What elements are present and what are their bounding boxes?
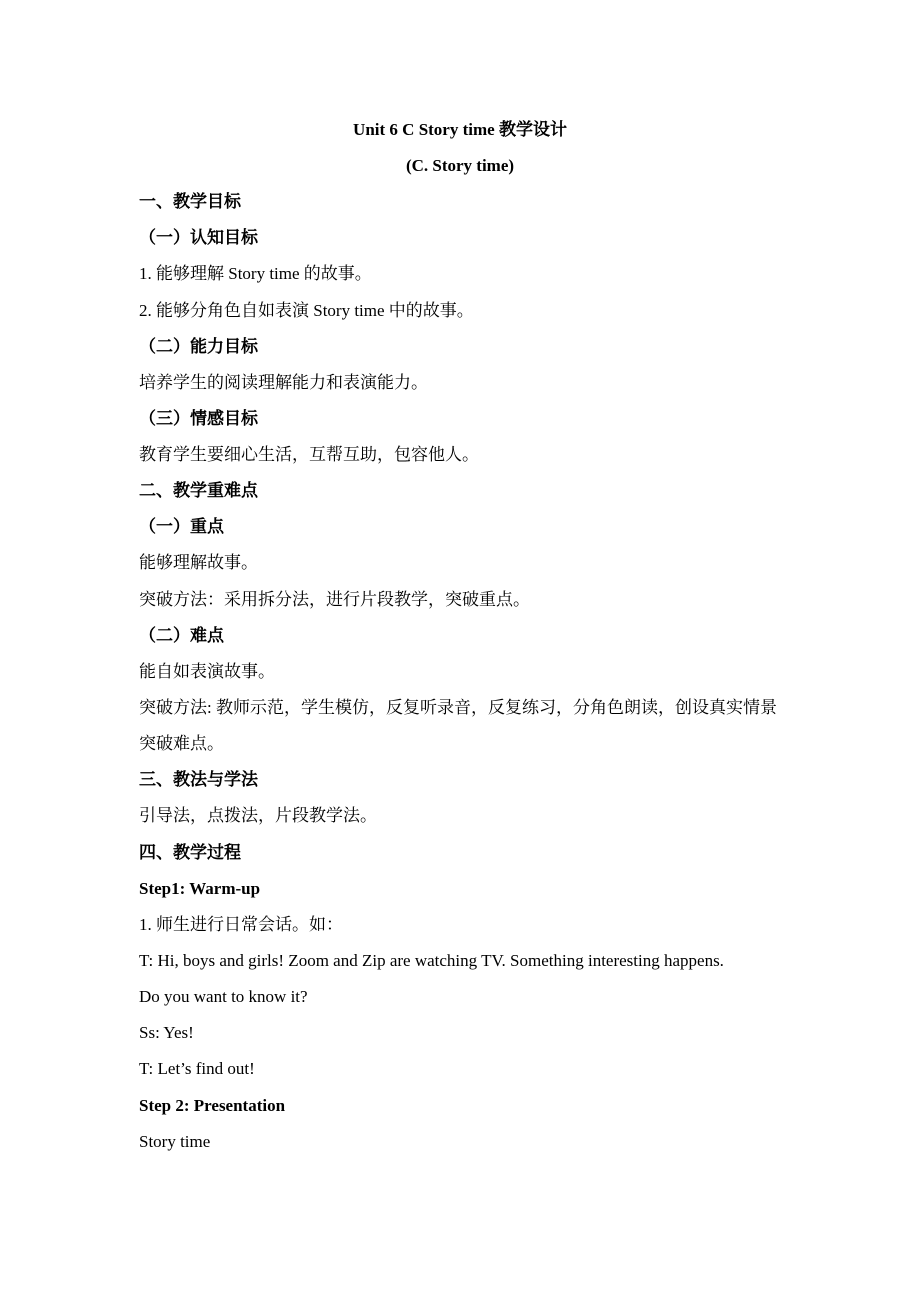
paragraph: 突破方法：采用拆分法，进行片段教学，突破重点。 <box>139 590 530 609</box>
paragraph: T: Hi, boys and girls! Zoom and Zip are watching TV. Something interesting happens. <box>139 951 724 970</box>
paragraph: 1. 能够理解 Story time 的故事。 <box>139 264 372 283</box>
doc-title: Unit 6 C Story time 教学设计 <box>353 120 567 139</box>
section-heading-objectives: 一、教学目标 <box>139 192 241 211</box>
step-heading-warmup: Step1: Warm-up <box>139 879 261 898</box>
paragraph: 能自如表演故事。 <box>139 662 275 681</box>
section-heading-key-points: 二、教学重难点 <box>139 481 258 500</box>
subheading-emotion: （三）情感目标 <box>139 409 258 428</box>
subheading-ability: （二）能力目标 <box>139 337 258 356</box>
paragraph: Ss: Yes! <box>139 1023 194 1042</box>
subheading-cognitive: （一）认知目标 <box>139 228 258 247</box>
paragraph: 2. 能够分角色自如表演 Story time 中的故事。 <box>139 301 474 320</box>
paragraph: 引导法，点拨法，片段教学法。 <box>139 806 377 825</box>
paragraph: 能够理解故事。 <box>139 553 258 572</box>
subheading-key: （一）重点 <box>139 517 224 536</box>
step-heading-presentation: Step 2: Presentation <box>139 1096 286 1115</box>
paragraph: 教育学生要细心生活，互帮互助，包容他人。 <box>139 445 479 464</box>
section-heading-methods: 三、教法与学法 <box>139 770 258 789</box>
paragraph: Story time <box>139 1132 211 1151</box>
paragraph: 突破方法: 教师示范，学生模仿，反复听录音，反复练习，分角色朗读，创设真实情景突破难点。 <box>139 698 777 753</box>
doc-subtitle: (C. Story time) <box>405 156 515 175</box>
paragraph: 培养学生的阅读理解能力和表演能力。 <box>139 373 428 392</box>
section-heading-process: 四、教学过程 <box>139 843 241 862</box>
subheading-difficulty: （二）难点 <box>139 626 224 645</box>
paragraph: T: Let’s find out! <box>139 1059 255 1078</box>
paragraph: Do you want to know it? <box>139 987 308 1006</box>
paragraph: 1. 师生进行日常会话。如： <box>139 915 343 934</box>
